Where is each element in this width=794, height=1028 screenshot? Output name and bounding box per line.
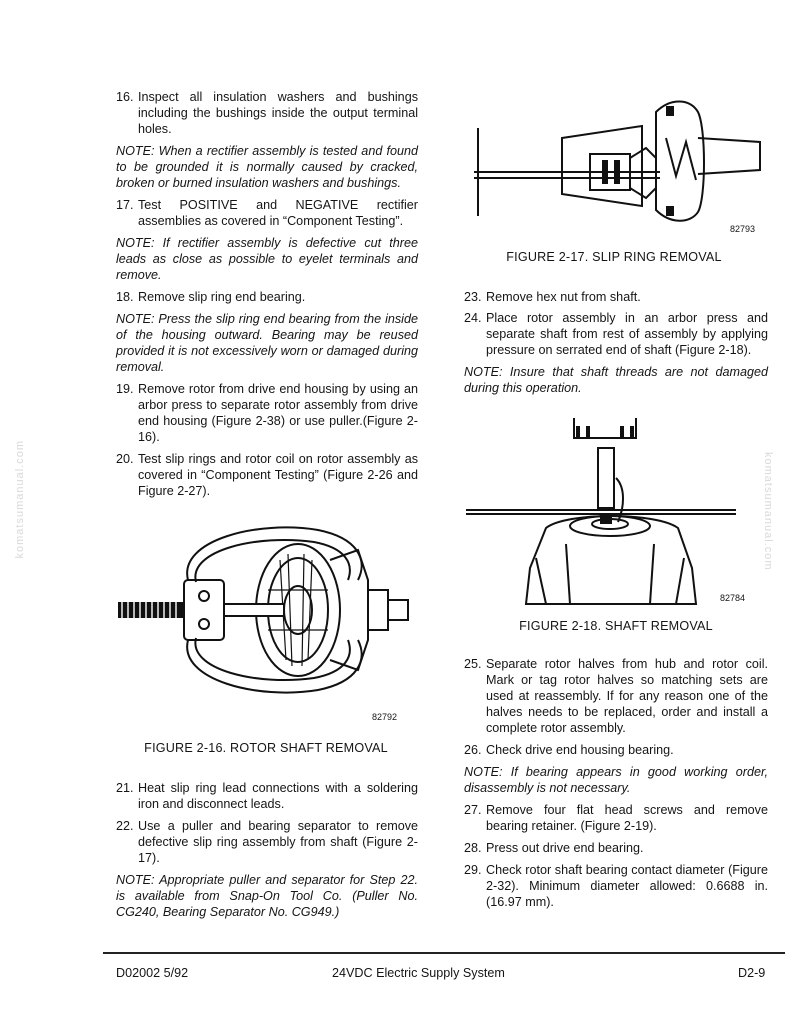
watermark-right: komatsumanual.com (762, 452, 774, 571)
slip-ring-puller-illustration (470, 98, 760, 224)
right-column-middle (464, 289, 768, 396)
figure-16-caption: FIGURE 2-16. ROTOR SHAFT REMOVAL (144, 741, 388, 755)
footer-title: 24VDC Electric Supply System (332, 966, 505, 980)
right-column-bottom (464, 656, 768, 910)
figure-17-number: 82793 (730, 224, 756, 234)
footer-rule (103, 952, 785, 954)
note-drive-bearing: NOTE: If bearing appears in good working order, disassembly is not necessary. (464, 765, 768, 795)
left-column-top (116, 89, 418, 499)
step-24: 24. Place rotor assembly in an arbor press and separate shaft from rest of assembly by applying pressure on serrated end of shaft (Figure 2-18). (464, 311, 768, 357)
footer-doc-code: D02002 5/92 (116, 966, 189, 980)
note-bearing: NOTE: Press the slip ring end bearing from the inside of the housing outward. Bearing may be reused provided it is not excessively worn or damaged during removal. (116, 312, 418, 374)
note-shaft-threads: NOTE: Insure that shaft threads are not damaged during this operation. (464, 365, 768, 395)
note-insulation: NOTE: When a rectifier assembly is tested and found to be grounded it is normally caused by cracked, broken or burned insulation washers and bushings. (116, 144, 418, 190)
note-puller: NOTE: Appropriate puller and separator for Step 22. is available from Snap-On Tool Co. (Puller No. CG240, Bearing Separator No. CG949.) (116, 873, 418, 919)
watermark-left: komatsumanual.com (14, 440, 26, 559)
figure-16-number: 82792 (372, 712, 398, 722)
footer-page-number: D2-9 (738, 966, 766, 980)
step-19: 19. Remove rotor from drive end housing by using an arbor press to separate rotor assembly from drive end housing (Figure 2-38) or use puller.(Figure 2-16). (116, 382, 418, 444)
step-17: 17. Test POSITIVE and NEGATIVE rectifier assemblies as covered in “Component Testing”. (116, 198, 418, 228)
step-16: 16. Inspect all insulation washers and bushings including the bushings inside the output terminal holes. (116, 90, 418, 136)
figure-18-caption: FIGURE 2-18. SHAFT REMOVAL (519, 619, 713, 633)
left-column-bottom (116, 780, 418, 920)
figure-17-caption: FIGURE 2-17. SLIP RING REMOVAL (506, 250, 722, 264)
arbor-press-illustration (466, 418, 736, 608)
note-rectifier: NOTE: If rectifier assembly is defective cut three leads as close as possible to eyelet terminals and remove. (116, 236, 418, 282)
step-20: 20. Test slip rings and rotor coil on rotor assembly as covered in “Component Testing” (Figure 2-26 and Figure 2-27). (116, 452, 418, 498)
step-26: 26. Check drive end housing bearing. (464, 743, 674, 757)
step-29: 29. Check rotor shaft bearing contact diameter (Figure 2-32). Minimum diameter allowed: 0.6688 in. (16.97 mm). (464, 863, 768, 909)
step-28: 28. Press out drive end bearing. (464, 841, 644, 855)
step-22: 22. Use a puller and bearing separator to remove defective slip ring assembly from shaft (Figure 2-17). (116, 819, 418, 865)
rotor-puller-illustration (118, 520, 418, 700)
step-23: 23. Remove hex nut from shaft. (464, 290, 641, 304)
step-21: 21. Heat slip ring lead connections with a soldering iron and disconnect leads. (116, 781, 418, 811)
step-18: 18. Remove slip ring end bearing. (116, 290, 306, 304)
figure-18-number: 82784 (720, 593, 746, 603)
step-25: 25. Separate rotor halves from hub and rotor coil. Mark or tag rotor halves so matching sets are used at reassembly. If for any reason one of the halves needs to be replaced, order and install a complete rotor assembly. (464, 657, 768, 735)
step-27: 27. Remove four flat head screws and remove bearing retainer. (Figure 2-19). (464, 803, 768, 833)
